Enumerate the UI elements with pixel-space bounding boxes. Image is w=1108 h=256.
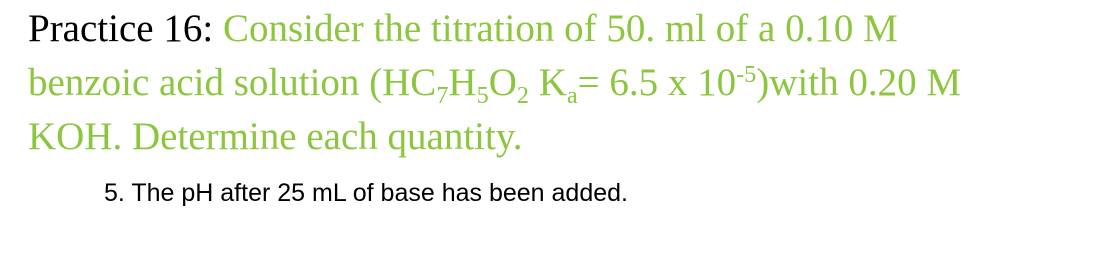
problem-line-2 [28,56,1103,110]
subscript-5: 5 [476,81,489,109]
problem-line-1 [28,2,1103,56]
hydrogen-symbol: H [448,61,477,104]
problem-text-line-2-end: )with 0.20 M [756,61,961,104]
ka-value: = 6.5 x 10 [577,61,737,104]
practice-label: Practice 16: [28,7,214,50]
problem-text-line-1: Consider the titration of 50. ml of a 0.10 M [222,7,898,50]
subscript-a: a [566,81,578,109]
problem-line-3: KOH. Determine each quantity. [28,115,523,158]
ka-symbol: K [528,61,567,104]
question-item: 5. The pH after 25 mL of base has been added. [104,179,628,207]
problem-text-line-2-start: benzoic acid solution (HC [28,61,437,104]
subscript-7: 7 [436,81,449,109]
oxygen-symbol: O [488,61,517,104]
subscript-2: 2 [516,81,529,109]
problem-statement [28,2,1103,164]
exponent: -5 [736,60,757,88]
